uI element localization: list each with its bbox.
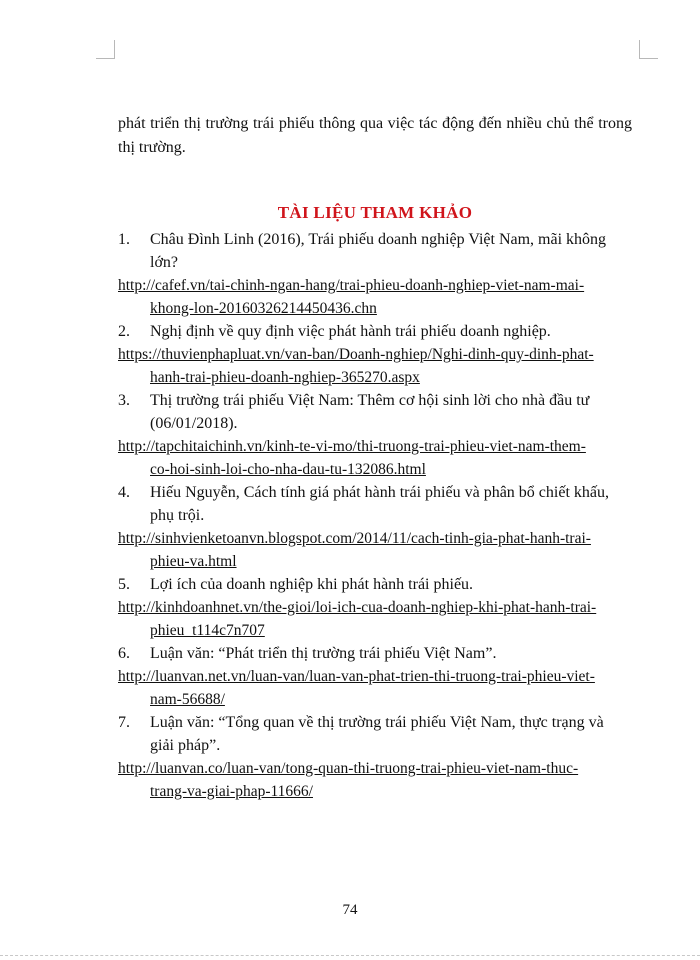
reference-text: Hiếu Nguyễn, Cách tính giá phát hành trái phiếu và phân bổ chiết khấu,	[150, 484, 609, 501]
margin-corner-mark	[96, 40, 115, 59]
reference-link-cont[interactable]: khong-lon-20160326214450436.chn	[150, 300, 377, 317]
reference-link[interactable]: http://luanvan.net.vn/luan-van/luan-van-phat-trien-thi-truong-trai-phieu-viet-	[118, 668, 595, 685]
margin-corner-mark	[639, 40, 658, 59]
reference-text: Nghị định về quy định việc phát hành trái phiếu doanh nghiệp.	[150, 323, 551, 340]
reference-link-cont[interactable]: hanh-trai-phieu-doanh-nghiep-365270.aspx	[150, 369, 420, 386]
reference-text: Luận văn: “Tổng quan về thị trường trái phiếu Việt Nam, thực trạng và	[150, 714, 604, 731]
reference-item	[118, 228, 632, 320]
reference-link[interactable]: http://cafef.vn/tai-chinh-ngan-hang/trai-phieu-doanh-nghiep-viet-nam-mai-	[118, 277, 585, 294]
reference-item	[118, 320, 632, 389]
reference-number: 1.	[118, 231, 130, 248]
reference-number: 4.	[118, 484, 130, 501]
reference-number: 5.	[118, 576, 130, 593]
reference-item	[118, 711, 632, 803]
reference-link-cont[interactable]: co-hoi-sinh-loi-cho-nha-dau-tu-132086.html	[150, 461, 426, 478]
reference-link-cont[interactable]: phieu-va.html	[150, 553, 237, 570]
reference-text-cont: giải pháp”.	[150, 737, 221, 754]
reference-item	[118, 642, 632, 711]
intro-paragraph: phát triển thị trường trái phiếu thông qua việc tác động đến nhiều chủ thể trong thị trường.	[118, 115, 632, 156]
reference-list	[118, 228, 632, 803]
reference-text-cont: (06/01/2018).	[150, 415, 238, 432]
reference-item	[118, 389, 632, 481]
reference-number: 3.	[118, 392, 130, 409]
reference-text: Luận văn: “Phát triển thị trường trái phiếu Việt Nam”.	[150, 645, 497, 662]
reference-link-cont[interactable]: trang-va-giai-phap-11666/	[150, 783, 313, 800]
page-bottom-rule	[0, 955, 700, 956]
reference-link[interactable]: http://luanvan.co/luan-van/tong-quan-thi-truong-trai-phieu-viet-nam-thuc-	[118, 760, 579, 777]
page-number: 74	[342, 902, 358, 918]
reference-number: 2.	[118, 323, 130, 340]
reference-number: 6.	[118, 645, 130, 662]
reference-number: 7.	[118, 714, 130, 731]
reference-link[interactable]: http://kinhdoanhnet.vn/the-gioi/loi-ich-cua-doanh-nghiep-khi-phat-hanh-trai-	[118, 599, 597, 616]
reference-link-cont[interactable]: nam-56688/	[150, 691, 225, 708]
reference-link-cont[interactable]: phieu_t114c7n707	[150, 622, 265, 639]
reference-item	[118, 481, 632, 573]
reference-link[interactable]: http://tapchitaichinh.vn/kinh-te-vi-mo/thi-truong-trai-phieu-viet-nam-them-	[118, 438, 586, 455]
reference-text: Lợi ích của doanh nghiệp khi phát hành trái phiếu.	[150, 576, 474, 593]
reference-text-cont: phụ trội.	[150, 507, 205, 524]
reference-text: Thị trường trái phiếu Việt Nam: Thêm cơ hội sinh lời cho nhà đầu tư	[150, 392, 590, 409]
reference-link[interactable]: http://sinhvienketoanvn.blogspot.com/2014/11/cach-tinh-gia-phat-hanh-trai-	[118, 530, 591, 547]
reference-text-cont: lớn?	[150, 254, 179, 271]
reference-text: Châu Đình Linh (2016), Trái phiếu doanh nghiệp Việt Nam, mãi không	[150, 231, 607, 248]
reference-item	[118, 573, 632, 642]
reference-link[interactable]: https://thuvienphapluat.vn/van-ban/Doanh-nghiep/Nghi-dinh-quy-dinh-phat-	[118, 346, 594, 363]
references-heading: TÀI LIỆU THAM KHẢO	[277, 203, 473, 222]
